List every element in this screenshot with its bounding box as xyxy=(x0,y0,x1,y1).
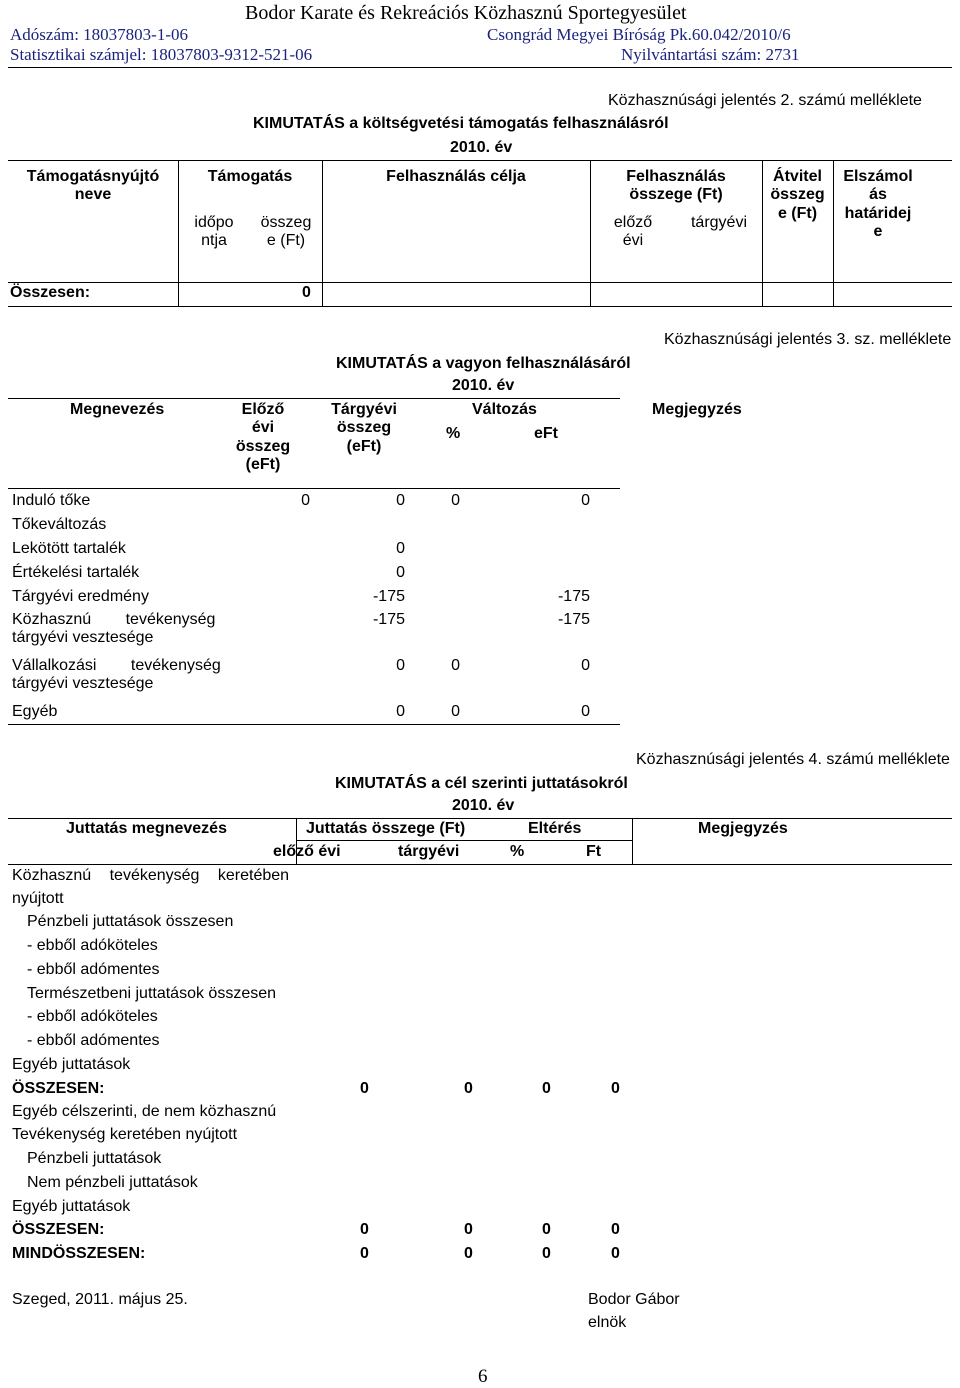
list-item: Egyéb juttatások xyxy=(12,1198,131,1215)
row-prev: 0 xyxy=(396,703,405,720)
list-item: nyújtott xyxy=(12,890,64,907)
signer-title: elnök xyxy=(588,1314,627,1331)
annex3-grid-top xyxy=(8,398,620,399)
row-cur: 0 xyxy=(396,657,405,674)
annex2-year: 2010. év xyxy=(450,139,513,156)
col-purpose: Felhasználás célja xyxy=(386,168,526,185)
row-name: Tárgyévi eredmény xyxy=(12,588,149,605)
list-item: Közhasznú tevékenység keretében xyxy=(12,867,290,884)
grand-total-value: 0 xyxy=(611,1245,620,1262)
col-current-sum: Tárgyévi összeg (eFt) xyxy=(331,401,397,455)
col-benefit-name: Juttatás megnevezés xyxy=(66,820,227,837)
col-transfer: Átvitel összeg e (Ft) xyxy=(770,168,825,222)
annex3-grid-bottom xyxy=(8,724,620,725)
col-deadline: Elszámol ás határidej e xyxy=(843,168,913,241)
annex2-total-label: Összesen: xyxy=(10,284,91,301)
row-name: Tőkeváltozás xyxy=(12,516,107,533)
col-pct: % xyxy=(510,843,525,860)
org-name: Bodor Karate és Rekreációs Közhasznú Sportegyesület xyxy=(245,2,687,24)
annex4-label: Közhasznúsági jelentés 4. számú melléklete xyxy=(636,751,950,768)
total-label: ÖSSZESEN: xyxy=(12,1080,105,1097)
header-divider xyxy=(8,67,952,68)
row-pct: 0 xyxy=(451,492,460,509)
list-item: - ebből adómentes xyxy=(27,961,160,978)
annex3-title: KIMUTATÁS a vagyon felhasználásáról xyxy=(336,355,631,372)
row-eft: 0 xyxy=(581,703,590,720)
col-benefit-sum: Juttatás összege (Ft) xyxy=(306,820,466,837)
col-current-year: tárgyévi xyxy=(398,843,460,860)
col-usage-prev: előző évi xyxy=(613,214,653,250)
annex2-title: KIMUTATÁS a költségvetési támogatás felhasználásról xyxy=(253,115,669,132)
tax-number: Adószám: 18037803-1-06 xyxy=(10,25,189,44)
row-cur: 0 xyxy=(396,564,405,581)
col-change: Változás xyxy=(472,401,537,418)
col-prev-year: előző évi xyxy=(273,843,341,860)
annex4-year: 2010. év xyxy=(452,797,515,814)
page-number: 6 xyxy=(478,1366,488,1387)
row-prev: 0 xyxy=(301,492,310,509)
signer-name: Bodor Gábor xyxy=(588,1291,680,1308)
total-value: 0 xyxy=(464,1080,473,1097)
place-date: Szeged, 2011. május 25. xyxy=(12,1291,188,1308)
row-cur: 0 xyxy=(451,703,460,720)
row-eft: 0 xyxy=(581,492,590,509)
total-label: ÖSSZESEN: xyxy=(12,1221,105,1238)
list-item: Pénzbeli juttatások xyxy=(27,1150,162,1167)
total-value: 0 xyxy=(542,1221,551,1238)
row-cur: -175 xyxy=(372,588,405,605)
annex3-label: Közhasznúsági jelentés 3. sz. melléklete xyxy=(664,331,952,348)
annex2-grid-mid xyxy=(8,282,952,283)
list-item: Pénzbeli juttatások összesen xyxy=(27,913,234,930)
list-item: Nem pénzbeli juttatások xyxy=(27,1174,198,1191)
row-pct: 0 xyxy=(451,657,460,674)
annex4-grid-sub xyxy=(296,840,632,841)
col-deviation: Eltérés xyxy=(528,820,582,837)
col-usage-current: tárgyévi xyxy=(690,214,748,231)
annex4-grid-v2 xyxy=(632,818,633,864)
col-support-amount: összeg e (Ft) xyxy=(260,214,312,250)
total-value: 0 xyxy=(360,1080,369,1097)
grand-total-value: 0 xyxy=(360,1245,369,1262)
row-cur: 0 xyxy=(396,540,405,557)
col-note: Megjegyzés xyxy=(652,401,742,418)
col-support: Támogatás xyxy=(207,168,293,185)
row-cur: -175 xyxy=(372,611,405,628)
row-name: Vállalkozási tevékenység tárgyévi vesztesége xyxy=(12,657,221,693)
col-change-eft: eFt xyxy=(534,425,558,442)
list-item: Egyéb célszerinti, de nem közhasznú xyxy=(12,1103,277,1120)
row-name: Induló tőke xyxy=(12,492,91,509)
registration-number: Nyilvántartási szám: 2731 xyxy=(621,45,800,64)
annex3-grid-head-bottom xyxy=(8,488,620,489)
annex4-title: KIMUTATÁS a cél szerinti juttatásokról xyxy=(335,775,628,792)
total-value: 0 xyxy=(611,1221,620,1238)
row-cur: 0 xyxy=(396,492,405,509)
grand-total-value: 0 xyxy=(542,1245,551,1262)
court-registration: Csongrád Megyei Bíróság Pk.60.042/2010/6 xyxy=(487,25,791,44)
annex2-total-value: 0 xyxy=(302,284,311,301)
row-eft: -175 xyxy=(557,588,590,605)
annex4-grid-head-bottom xyxy=(8,864,952,865)
row-name: Lekötött tartalék xyxy=(12,540,126,557)
total-value: 0 xyxy=(464,1221,473,1238)
total-value: 0 xyxy=(360,1221,369,1238)
annex3-year: 2010. év xyxy=(452,377,515,394)
annex4-grid-top xyxy=(8,818,952,819)
total-value: 0 xyxy=(542,1080,551,1097)
col-prev-sum: Előző évi összeg (eFt) xyxy=(235,401,291,474)
row-eft: -175 xyxy=(557,611,590,628)
list-item: - ebből adóköteles xyxy=(27,937,158,954)
row-name: Közhasznú tevékenység tárgyévi vesztesége xyxy=(12,611,216,647)
statistical-number: Statisztikai számjel: 18037803-9312-521-06 xyxy=(10,45,313,64)
grand-total-label: MINDÖSSZESEN: xyxy=(12,1245,146,1262)
list-item: Tevékenység keretében nyújtott xyxy=(12,1126,238,1143)
list-item: - ebből adóköteles xyxy=(27,1008,158,1025)
col-support-date: időpo ntja xyxy=(194,214,234,250)
col-name: Megnevezés xyxy=(70,401,165,418)
row-name: Értékelési tartalék xyxy=(12,564,140,581)
col-grantor: Támogatásnyújtó neve xyxy=(26,168,160,204)
row-name: Egyéb xyxy=(12,703,58,720)
annex2-grid-top xyxy=(8,160,952,161)
list-item: Egyéb juttatások xyxy=(12,1056,131,1073)
col-note: Megjegyzés xyxy=(698,820,788,837)
grand-total-value: 0 xyxy=(464,1245,473,1262)
annex2-label: Közhasznúsági jelentés 2. számú melléklete xyxy=(608,92,922,109)
annex2-grid-bottom xyxy=(8,306,952,307)
col-ft: Ft xyxy=(586,843,602,860)
total-value: 0 xyxy=(611,1080,620,1097)
col-usage: Felhasználás összege (Ft) xyxy=(626,168,726,204)
list-item: Természetbeni juttatások összesen xyxy=(27,985,277,1002)
list-item: - ebből adómentes xyxy=(27,1032,160,1049)
row-eft: 0 xyxy=(581,657,590,674)
col-change-pct: % xyxy=(446,425,461,442)
